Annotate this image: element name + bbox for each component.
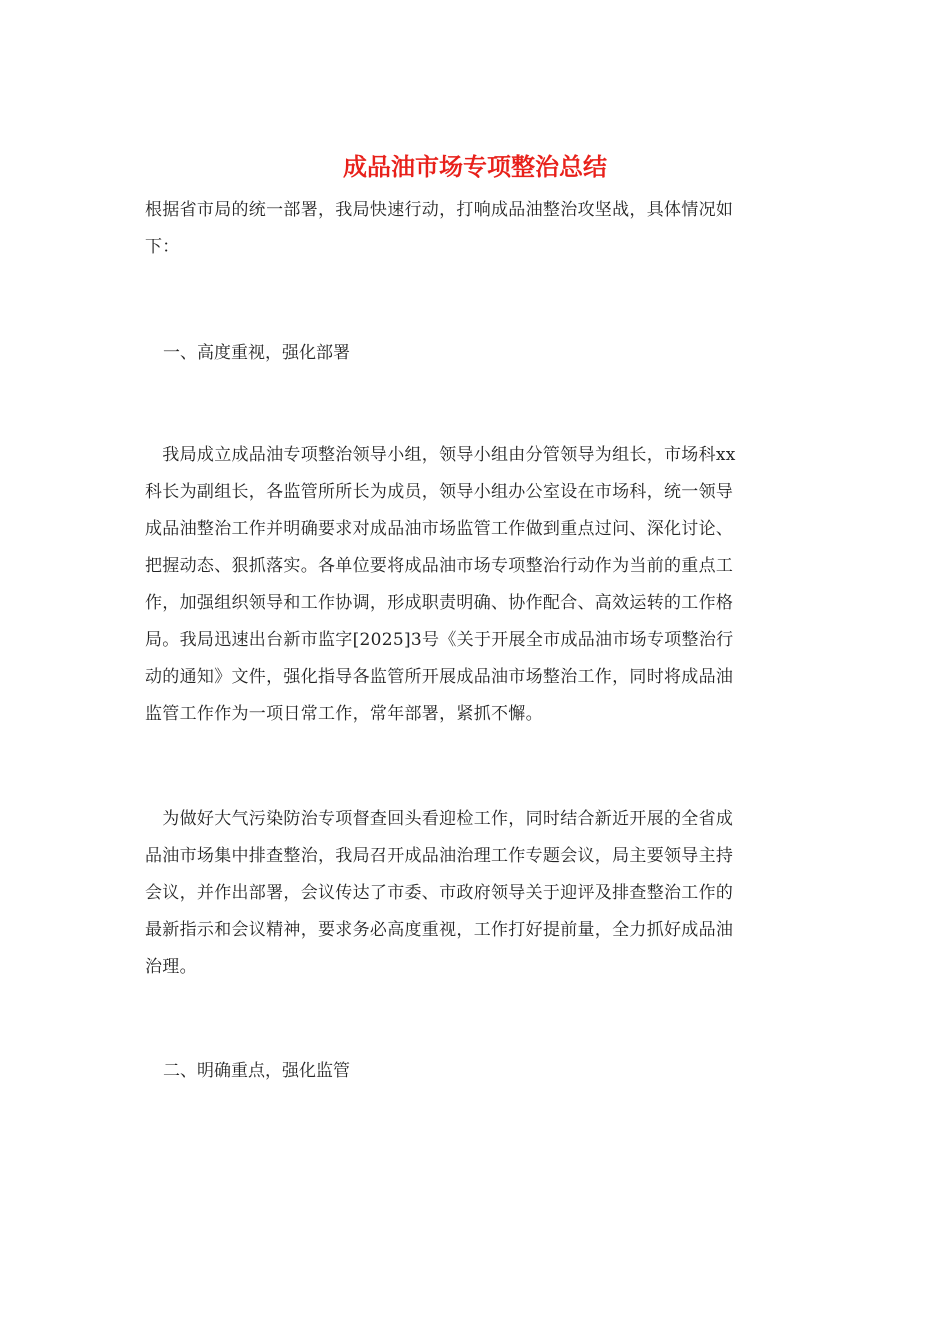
paragraph-line: 监管工作作为一项日常工作，常年部署，紧抓不懈。 <box>145 704 543 724</box>
section-heading-2: 二、明确重点，强化监管 <box>163 1061 350 1081</box>
intro-paragraph <box>145 192 805 266</box>
paragraph-line: 把握动态、狠抓落实。各单位要将成品油市场专项整治行动作为当前的重点工 <box>145 556 734 576</box>
intro-line: 下： <box>145 237 180 257</box>
paragraph-line: 动的通知》文件，强化指导各监管所开展成品油市场整治工作，同时将成品油 <box>145 667 734 687</box>
document-title: 成品油市场专项整治总结 <box>343 152 607 181</box>
paragraph-line: 为做好大气污染防治专项督查回头看迎检工作，同时结合新近开展的全省成 <box>145 809 734 829</box>
paragraph-line: 成品油整治工作并明确要求对成品油市场监管工作做到重点过问、深化讨论、 <box>145 519 734 539</box>
paragraph-line: 科长为副组长，各监管所所长为成员，领导小组办公室设在市场科，统一领导 <box>145 482 734 502</box>
paragraph-line: 最新指示和会议精神，要求务必高度重视，工作打好提前量，全力抓好成品油 <box>145 920 734 940</box>
section-heading-1: 一、高度重视，强化部署 <box>163 343 350 363</box>
paragraph-line: 局。我局迅速出台新市监字[2025]3号《关于开展全市成品油市场专项整治行 <box>145 630 734 650</box>
paragraph-line: 作，加强组织领导和工作协调，形成职责明确、协作配合、高效运转的工作格 <box>145 593 734 613</box>
paragraph-line: 品油市场集中排查整治，我局召开成品油治理工作专题会议，局主要领导主持 <box>145 846 734 866</box>
paragraph-line: 治理。 <box>145 957 197 977</box>
paragraph-2 <box>145 801 805 986</box>
intro-line: 根据省市局的统一部署，我局快速行动，打响成品油整治攻坚战，具体情况如 <box>145 200 734 220</box>
paragraph-line: 我局成立成品油专项整治领导小组，领导小组由分管领导为组长，市场科xx <box>145 445 736 465</box>
paragraph-line: 会议，并作出部署，会议传达了市委、市政府领导关于迎评及排查整治工作的 <box>145 883 734 903</box>
paragraph-1 <box>145 437 805 733</box>
